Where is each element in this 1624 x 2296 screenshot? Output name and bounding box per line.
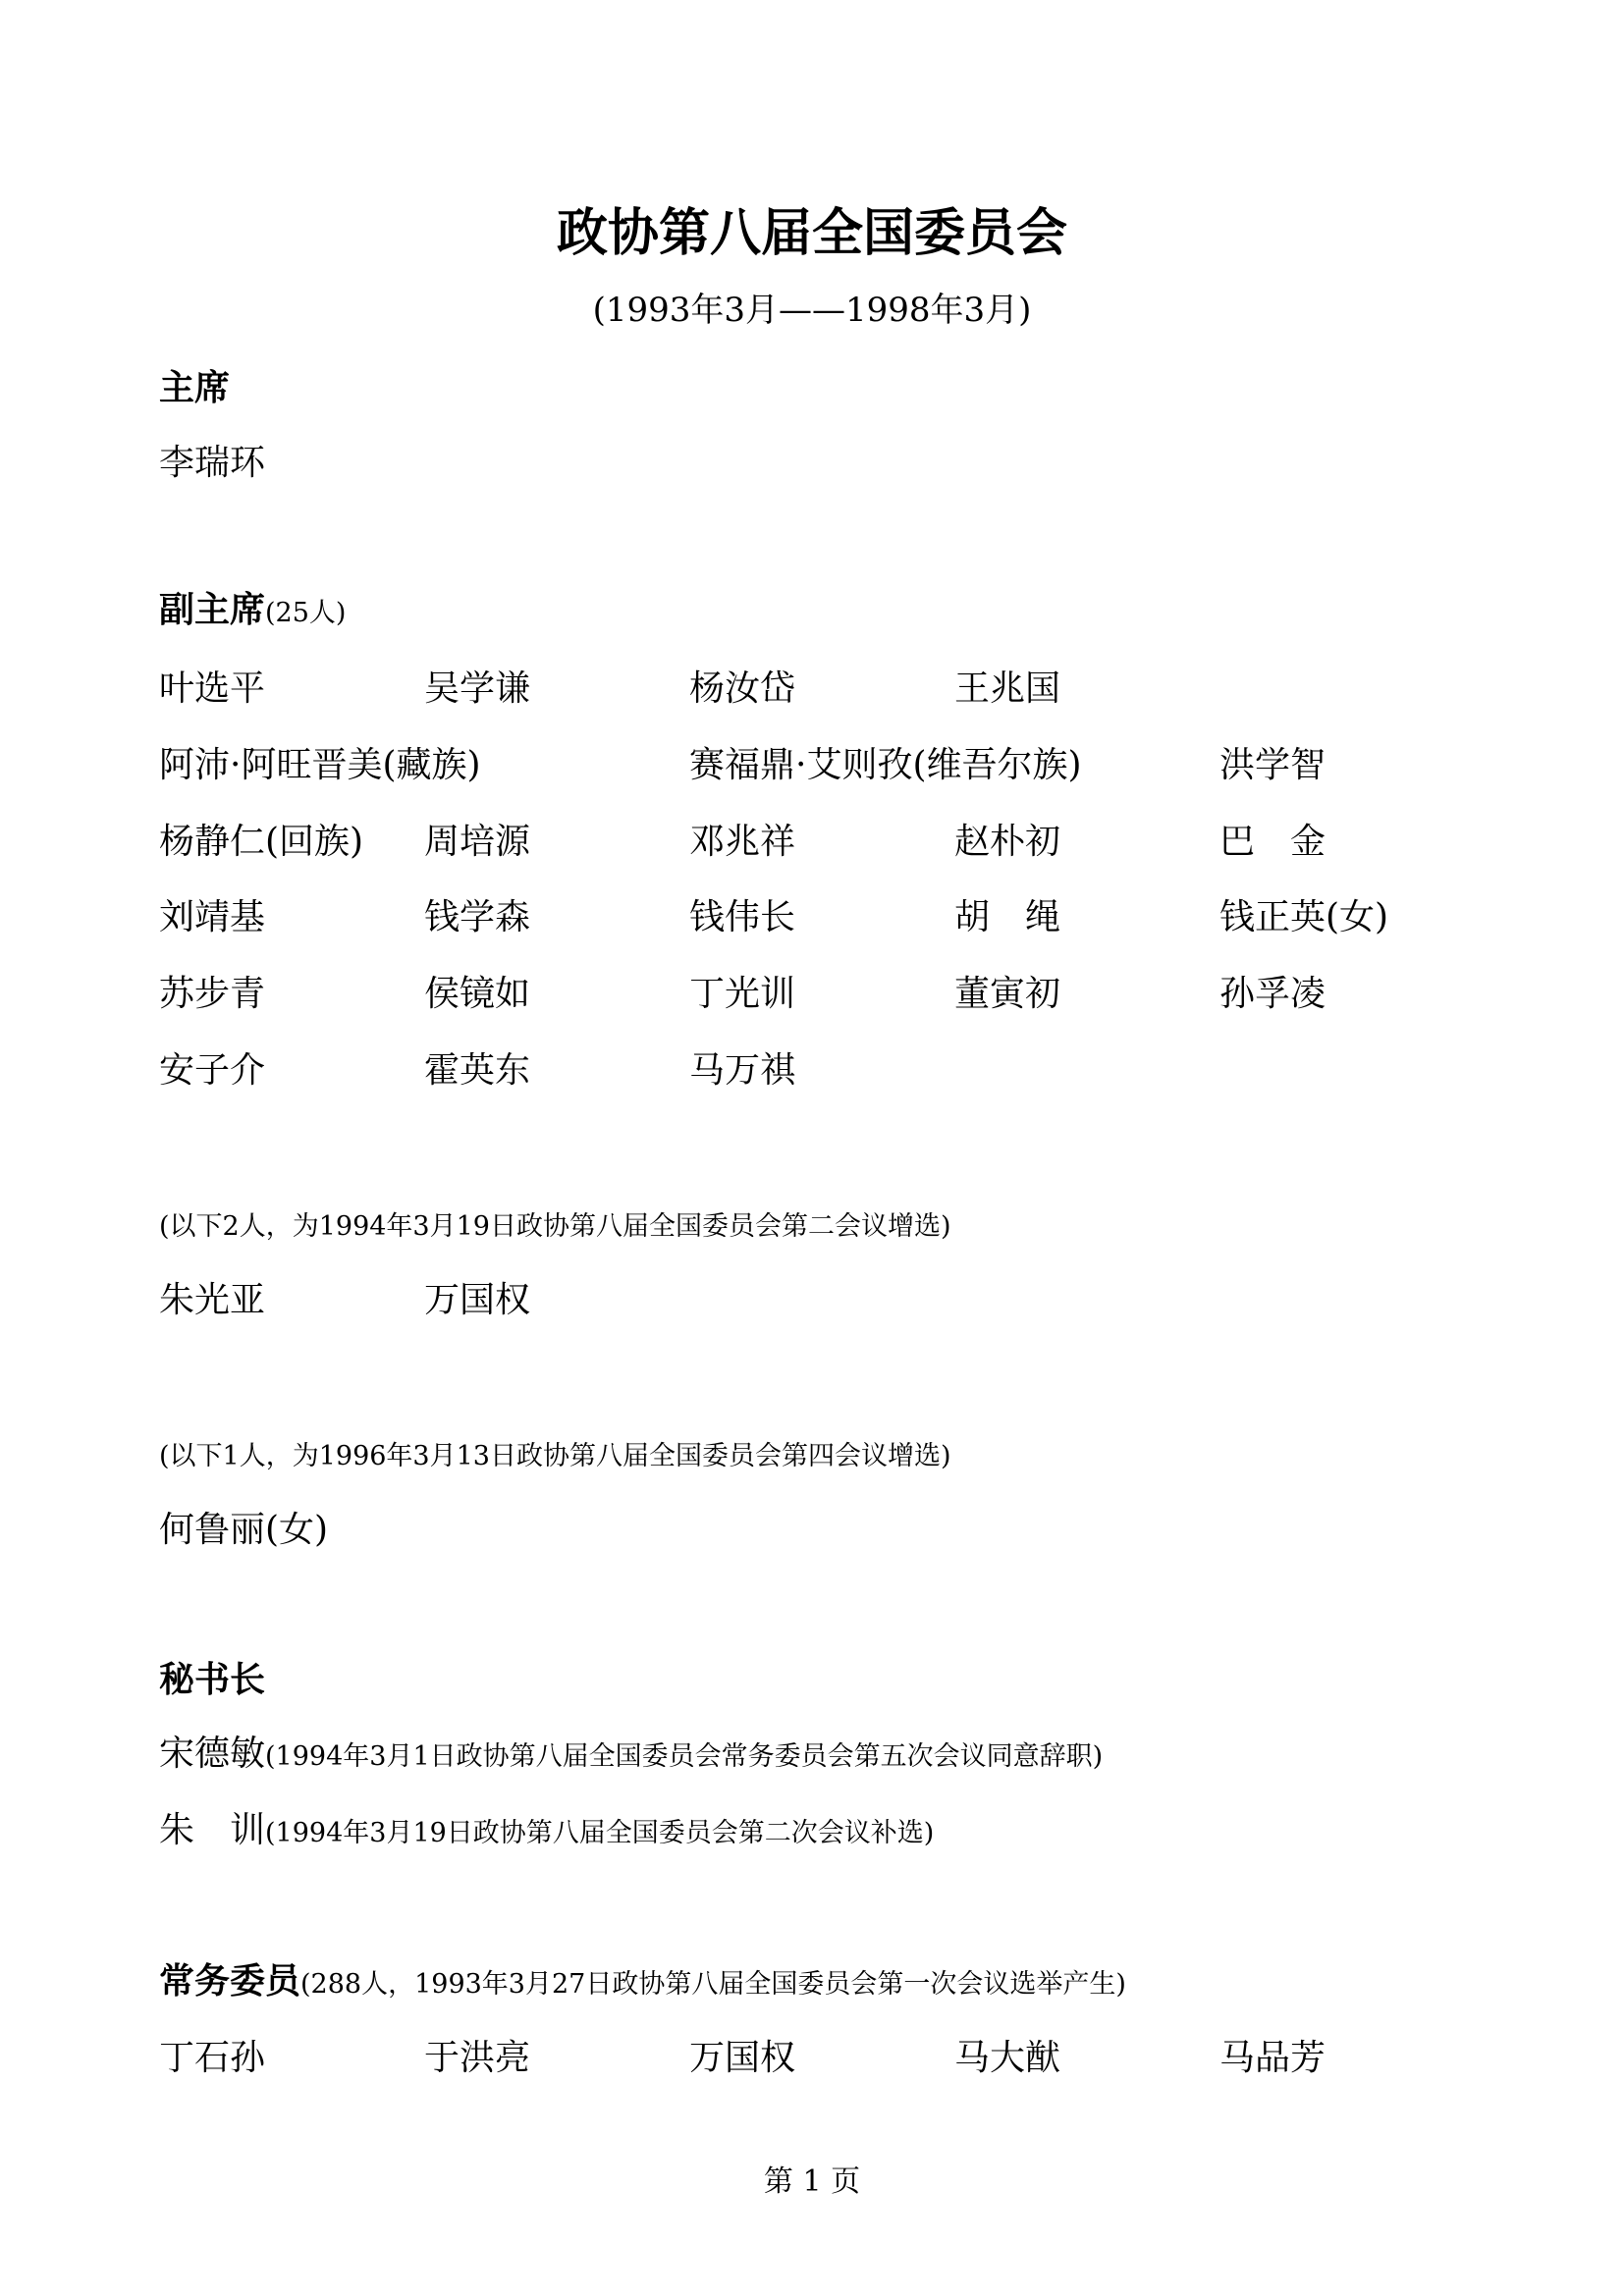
document-title: 政协第八届全国委员会 [556, 204, 1067, 263]
vice-chairman-name: 巴 金 [1219, 822, 1326, 862]
vice-chairmen-heading-label: 副主席 [159, 590, 266, 630]
secretary-general-note: (1994年3月1日政协第八届全国委员会常务委员会第五次会议同意辞职) [265, 1741, 1104, 1772]
vice-chairmen-count-note: (25人) [265, 598, 347, 628]
standing-committee-note: (288人，1993年3月27日政协第八届全国委员会第一次会议选举产生) [300, 1969, 1126, 2000]
vice-chairmen-row [159, 970, 1485, 1019]
vice-chairman-name: 杨汝岱 [689, 668, 796, 709]
vice-chairman-name: 朱光亚 [159, 1280, 266, 1320]
vice-chairmen-heading [159, 587, 346, 637]
vice-chairman-name: 吴学谦 [424, 668, 531, 709]
secretary-general-heading [159, 1657, 265, 1704]
secretary-general-entry [159, 1730, 1103, 1785]
vice-chairman-name: 何鲁丽(女) [159, 1510, 329, 1550]
addition-note: (以下1人，为1996年3月13日政协第八届全国委员会第四会议增选) [159, 1441, 951, 1471]
vice-chairman-name: 杨静仁(回族) [159, 822, 364, 862]
vice-chairman-name: 安子介 [159, 1050, 266, 1091]
standing-committee-heading [159, 1958, 1126, 2008]
standing-committee-heading-label: 常务委员 [159, 1961, 301, 2002]
vice-chairman-name: 钱伟长 [689, 897, 796, 937]
page-number: 第 1 页 [763, 2164, 861, 2199]
vice-chairmen-row [159, 741, 1485, 790]
vice-chairman-name: 万国权 [424, 1280, 531, 1320]
secretary-general-entry [159, 1806, 934, 1861]
addition-names-row [159, 1276, 1485, 1325]
vice-chairmen-row [159, 1046, 1485, 1095]
addition-names-row [159, 1506, 1485, 1555]
document-subtitle: (1993年3月——1998年3月) [592, 291, 1032, 330]
vice-chairman-name: 刘靖基 [159, 897, 266, 937]
vice-chairman-name: 侯镜如 [424, 974, 531, 1014]
vice-chairman-name: 丁光训 [689, 974, 796, 1014]
vice-chairman-name: 胡 绳 [954, 897, 1061, 937]
secretary-general-name: 宋德敏 [159, 1734, 266, 1774]
vice-chairman-name: 钱正英(女) [1219, 897, 1389, 937]
vice-chairman-name: 周培源 [424, 822, 531, 862]
standing-committee-row [159, 2034, 1485, 2083]
secretary-general-heading-label: 秘书长 [159, 1660, 266, 1700]
vice-chairman-name: 赛福鼎·艾则孜(维吾尔族) [689, 745, 1082, 785]
addition-note: (以下2人，为1994年3月19日政协第八届全国委员会第二会议增选) [159, 1211, 951, 1242]
vice-chairman-name: 阿沛·阿旺晋美(藏族) [159, 745, 481, 785]
vice-chairmen-row [159, 818, 1485, 867]
secretary-general-name: 朱 训 [159, 1810, 266, 1850]
chairman-row [159, 439, 1485, 488]
secretary-general-note: (1994年3月19日政协第八届全国委员会第二次会议补选) [265, 1818, 935, 1848]
vice-chairman-name: 赵朴初 [954, 822, 1061, 862]
standing-member-name: 马大猷 [954, 2038, 1061, 2078]
chairman-heading-label: 主席 [159, 368, 231, 408]
standing-member-name: 于洪亮 [424, 2038, 531, 2078]
standing-member-name: 丁石孙 [159, 2038, 266, 2078]
chairman-name: 李瑞环 [159, 443, 266, 483]
vice-chairman-name: 孙孚凌 [1219, 974, 1326, 1014]
vice-chairman-name: 霍英东 [424, 1050, 531, 1091]
vice-chairman-name: 王兆国 [954, 668, 1061, 709]
chairman-heading [159, 365, 230, 412]
vice-chairman-name: 洪学智 [1219, 745, 1326, 785]
standing-member-name: 万国权 [689, 2038, 796, 2078]
vice-chairman-name: 钱学森 [424, 897, 531, 937]
vice-chairman-name: 董寅初 [954, 974, 1061, 1014]
vice-chairman-name: 马万祺 [689, 1050, 796, 1091]
vice-chairman-name: 叶选平 [159, 668, 266, 709]
vice-chairman-name: 邓兆祥 [689, 822, 796, 862]
vice-chairman-name: 苏步青 [159, 974, 266, 1014]
vice-chairmen-row [159, 665, 1485, 714]
vice-chairmen-row [159, 893, 1485, 942]
standing-member-name: 马品芳 [1219, 2038, 1326, 2078]
